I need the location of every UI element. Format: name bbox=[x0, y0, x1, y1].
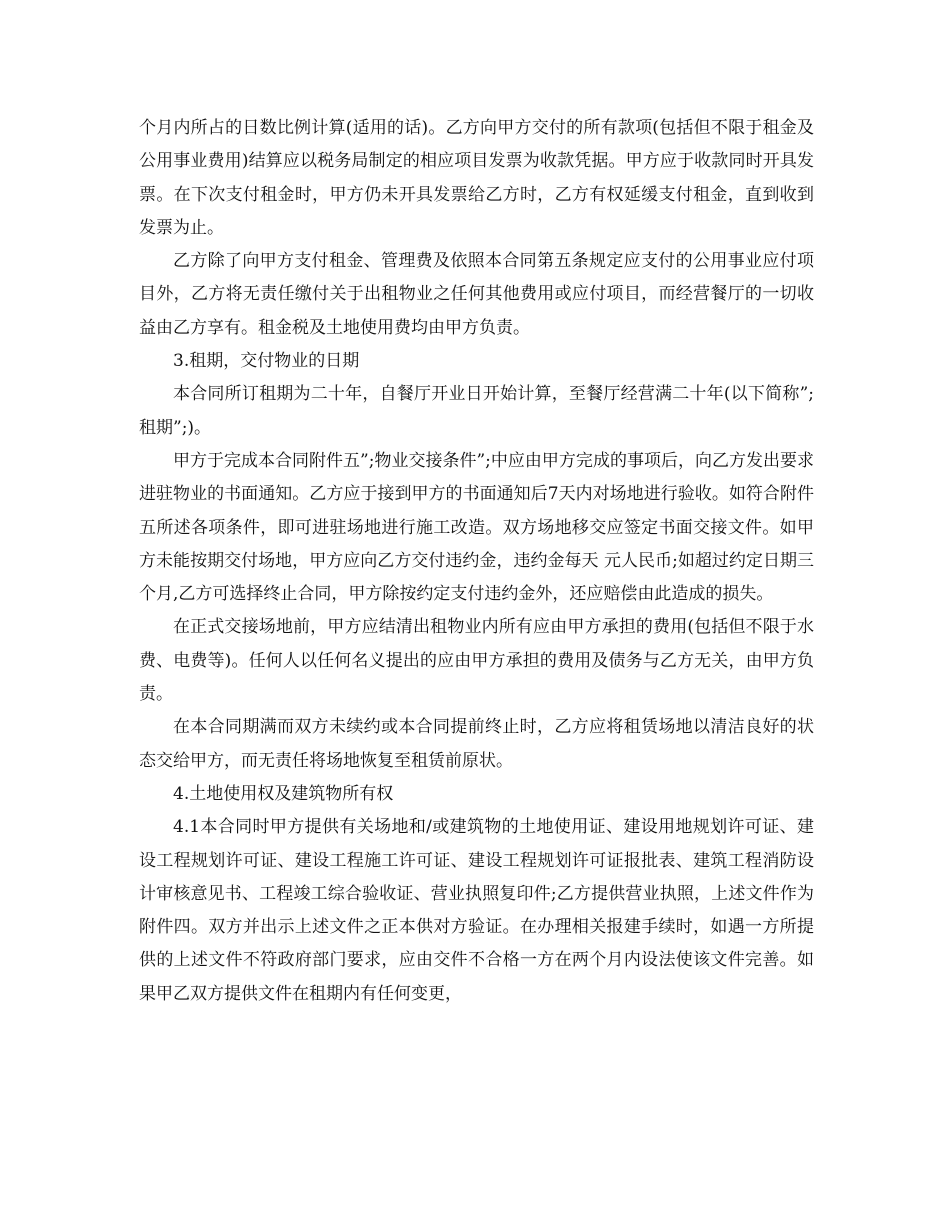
paragraph-land-documents: 4.1本合同时甲方提供有关场地和/或建筑物的土地使用证、建设用地规划许可证、建设工程规划许可证、建设工程施工许可证、建设工程规划许可证报批表、建筑工程消防设计审核意见书、工程竣工综合验收证、营业执照复印件;乙方提供营业执照，上述文件作为附件四。双方并出示上述文件之正本供对方验证。在办理相关报建手续时，如遇一方所提供的上述文件不符政府部门要求，应由交件不合格一方在两个月内设法使该文件完善。如果甲乙双方提供文件在租期内有任何变更， bbox=[139, 817, 814, 1004]
paragraph-settle-charges: 在正式交接场地前，甲方应结清出租物业内所有应由甲方承担的费用(包括但不限于水费、电费等)。任何人以任何名义提出的应由甲方承担的费用及债务与乙方无关，由甲方负责。 bbox=[139, 617, 814, 705]
paragraph-return-premises: 在本合同期满而双方未续约或本合同提前终止时，乙方应将租赁场地以清洁良好的状态交给甲方，而无责任将场地恢复至租赁前原状。 bbox=[139, 717, 814, 771]
paragraph-lease-term: 本合同所订租期为二十年，自餐厅开业日开始计算，至餐厅经营满二十年(以下简称”;租期”;)。 bbox=[139, 384, 814, 438]
paragraph-rent-settlement: 个月内所占的日数比例计算(适用的话)。乙方向甲方交付的所有款项(包括但不限于租金及公用事业费用)结算应以税务局制定的相应项目发票为收款凭据。甲方应于收款同时开具发票。在下次支付租金时，甲方仍未开具发票给乙方时，乙方有权延缓支付租金，直到收到发票为止。 bbox=[139, 118, 814, 238]
paragraph-property-handover: 甲方于完成本合同附件五”;物业交接条件”;中应由甲方完成的事项后，向乙方发出要求进驻物业的书面通知。乙方应于接到甲方的书面通知后7天内对场地进行验收。如符合附件五所述各项条件，即可进驻场地进行施工改造。双方场地移交应签定书面交接文件。如甲方未能按期交付场地，甲方应向乙方交付违约金，违约金每天 元人民币;如超过约定日期三个月,乙方可选择终止合同，甲方除按约定支付违约金外，还应赔偿由此造成的损失。 bbox=[139, 450, 814, 605]
document-body bbox=[139, 112, 814, 1011]
paragraph-fees-responsibility: 乙方除了向甲方支付租金、管理费及依照本合同第五条规定应支付的公用事业应付项目外，乙方将无责任缴付关于出租物业之任何其他费用或应付项目，而经营餐厅的一切收益由乙方享有。租金税及土地使用费均由甲方负责。 bbox=[139, 251, 814, 338]
section-heading-land-use-rights: 4.土地使用权及建筑物所有权 bbox=[173, 783, 394, 804]
section-heading-lease-term: 3.租期，交付物业的日期 bbox=[173, 351, 360, 372]
